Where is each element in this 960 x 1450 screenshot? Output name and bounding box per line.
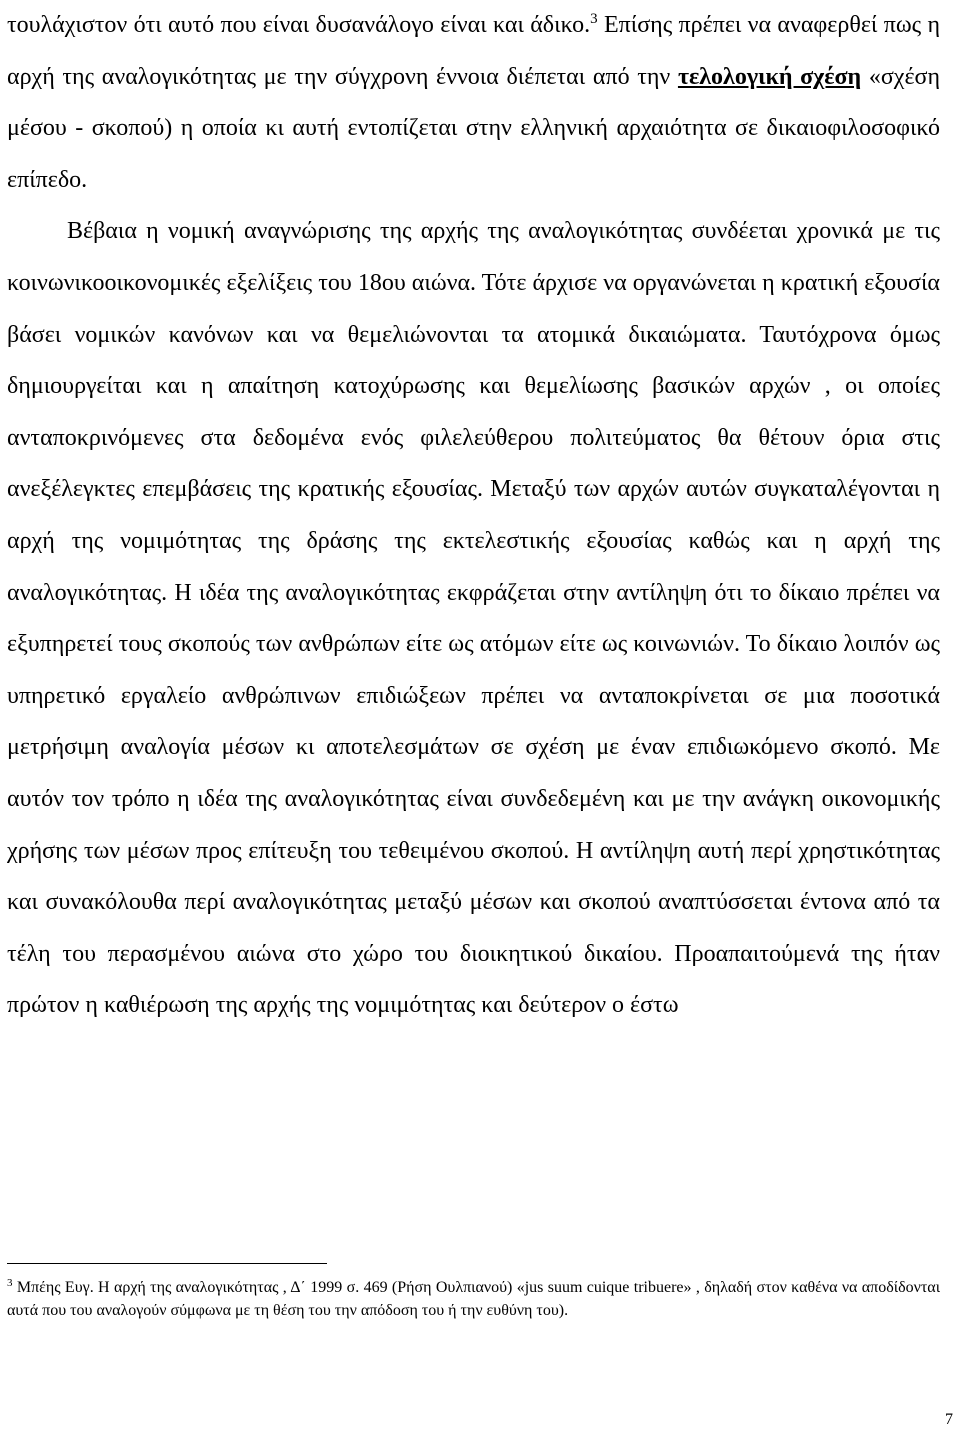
paragraph-1-lead: τουλάχιστον ότι αυτό που είναι δυσανάλογο είναι και άδικο. bbox=[7, 12, 591, 38]
paragraph-1-before-bold: Επίσης πρέπει να αναφερθεί πως η αρχή της αναλογικότητας με την σύγχρονη έννοια διέπεται από την bbox=[7, 12, 940, 90]
footnote-text: Μπέης Ευγ. Η αρχή της αναλογικότητας , Δ΄ 1999 σ. 469 (Ρήση Ουλπιανού) «jus suum cuique tribuere» , δηλαδή στον καθένα να αποδίδονται αυτά που του αναλογούν σύμφωνα με τη θέση του την απόδοση του ή την ευθύνη του). bbox=[7, 1279, 940, 1319]
footnote-number: 3 bbox=[7, 1277, 13, 1289]
paragraph-1 bbox=[7, 0, 940, 206]
footnote-reference: 3 bbox=[590, 11, 598, 27]
body-text bbox=[7, 0, 940, 1032]
emphasized-term: τελολογική σχέση bbox=[677, 63, 862, 90]
footnote-separator bbox=[7, 1263, 327, 1264]
paragraph-1-after-bold: «σχέση μέσου - σκοπού) η οποία κι αυτή εντοπίζεται στην ελληνική αρχαιότητα σε δικαιοφιλοσοφικό επίπεδο. bbox=[7, 63, 941, 193]
paragraph-2: Βέβαια η νομική αναγνώρισης της αρχής της αναλογικότητας συνδέεται χρονικά με τις κοινωνικοοικονομικές εξελίξεις του 18ου αιώνα. Τότε άρχισε να οργανώνεται η κρατική εξουσία βάσει νομικών κανόνων και να θεμελιώνονται τα ατομικά δικαιώματα. Ταυτόχρονα όμως δημιουργείται και η απαίτηση κατοχύρωσης και θεμελίωσης βασικών αρχών , οι οποίες ανταποκρινόμενες στα δεδομένα ενός φιλελεύθερου πολιτεύματος θα θέτουν όρια στις ανεξέλεγκτες επεμβάσεις της κρατικής εξουσίας. Μεταξύ των αρχών αυτών συγκαταλέγονται η αρχή της νομιμότητας της δράσης της εκτελεστικής εξουσίας καθώς και η αρχή της αναλογικότητας. Η ιδέα της αναλογικότητας εκφράζεται στην αντίληψη ότι το δίκαιο πρέπει να εξυπηρετεί τους σκοπούς των ανθρώπων είτε ως ατόμων είτε ως κοινωνιών. Το δίκαιο λοιπόν ως υπηρετικό εργαλείο ανθρώπινων επιδιώξεων πρέπει να ανταποκρίνεται σε μια ποσοτικά μετρήσιμη αναλογία μέσων κι αποτελεσμάτων σε σχέση με έναν επιδιωκόμενο σκοπό. Με αυτόν τον τρόπο η ιδέα της αναλογικότητας είναι συνδεδεμένη και με την ανάγκη οικονομικής χρήσης των μέσων προς επίτευξη του τεθειμένου σκοπού. Η αντίληψη αυτή περί χρηστικότητας και συνακόλουθα περί αναλογικότητας μεταξύ μέσων και σκοπού αναπτύσσεται έντονα από τα τέλη του περασμένου αιώνα στο χώρο του διοικητικού δικαίου. Προαπαιτούμενά της ήταν πρώτον η καθιέρωση της αρχής της νομιμότητας και δεύτερον ο έστω bbox=[7, 218, 940, 1019]
page-number: 7 bbox=[945, 1411, 953, 1428]
footnote bbox=[7, 1276, 940, 1322]
